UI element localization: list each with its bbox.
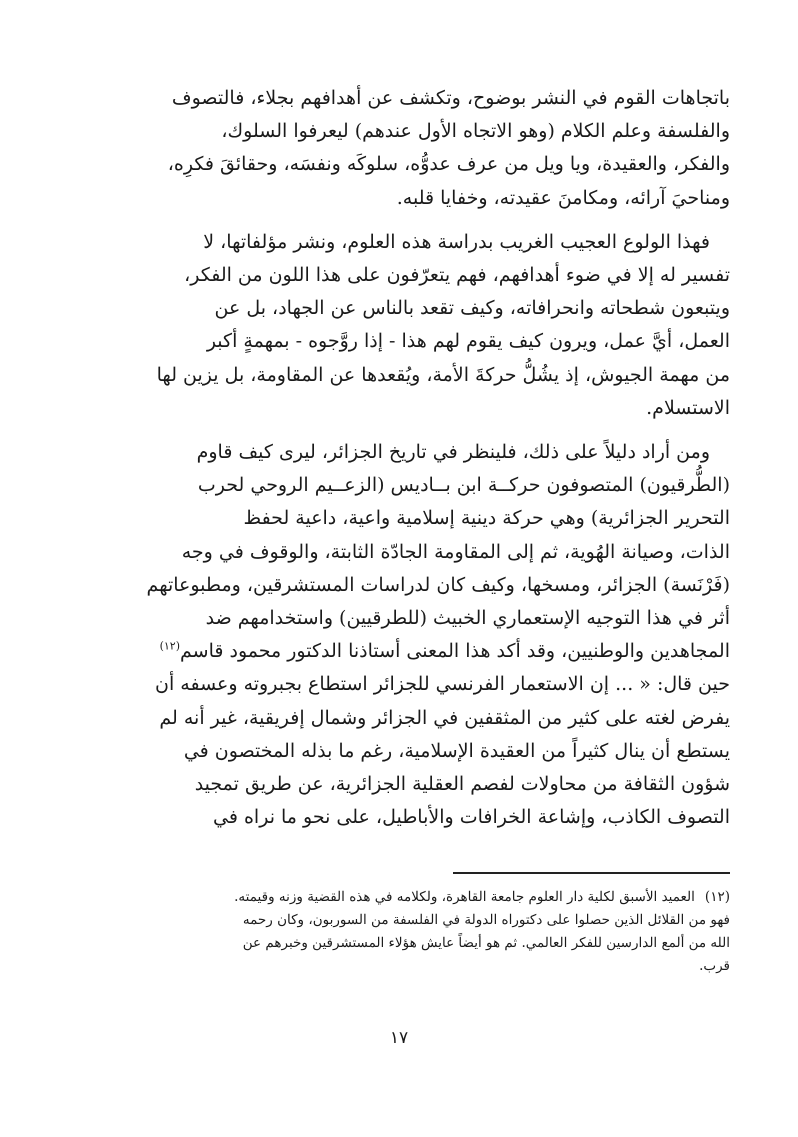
footnote-number: (١٢) [704,889,730,905]
footnote-12 [68,886,730,978]
text-line: (فَرْنَسة) الجزائر، ومسخها، وكيف كان لدراسات المستشرقين، ومطبوعاتهم [146,573,730,596]
text-line: ومناحيَ آرائه، ومكامنَ عقيدته، وخفايا قلبه. [396,186,730,209]
text-line: الاستسلام. [646,396,730,419]
text-line: فهذا الولوع العجيب الغريب بدراسة هذه العلوم، ونشر مؤلفاتها، لا [203,230,710,253]
text-line: ومن أراد دليلاً على ذلك، فلينظر في تاريخ الجزائر، ليرى كيف قاوم [196,441,710,464]
footnote-line: الله من ألمع الدارسين للفكر العالمي. ثم هو أيضاً عايش هؤلاء المستشرقين وخبرهم عن [242,935,730,951]
text-line: شؤون الثقافة من محاولات لفصم العقلية الجزائرية، عن طريق تمجيد [194,773,730,796]
footnote-reference: (١٢) [159,639,181,653]
text-line: المجاهدين والوطنيين، وقد أكد هذا المعنى أستاذنا الدكتور محمود قاسم [180,640,730,663]
paragraph-2 [68,226,730,425]
footnote-text: العميد الأسبق لكلية دار العلوم جامعة القاهرة، ولكلامه في هذه القضية وزنه وقيمته. [234,889,695,905]
text-line: تفسير له إلا في ضوء أهدافهم، فهم يتعرّفون على هذا اللون من الفكر، [184,264,730,287]
text-line: يستطع أن ينال كثيراً من العقيدة الإسلامية، رغم ما بذله المختصون في [183,739,730,762]
page-number: ١٧ [389,1028,409,1048]
footnote-line-first [68,886,730,909]
main-text [68,82,730,834]
text-line: (الطُّرقيون) المتصوفون حركــة ابن بــاديس (الزعــيم الروحي لحرب [197,474,730,497]
text-line-with-footnote-ref [68,635,730,668]
text-line: من مهمة الجيوش، إذ يشُلُّ حركةَ الأمة، ويُقعدها عن المقاومة، بل يزين لها [156,363,730,386]
footnote-line: قرب. [699,958,730,974]
text-line: التحرير الجزائرية) وهي حركة دينية إسلامية واعية، داعية لحفظ [243,507,730,530]
paragraph-3 [68,436,730,834]
footnote-line: فهو من القلائل الذين حصلوا على دكتوراه الدولة في الفلسفة من السوربون، وكان رحمه [242,912,730,928]
text-line: حين قال: « ... إن الاستعمار الفرنسي للجزائر استطاع بجبروته وعسفه أن [155,673,730,696]
text-line: أثر في هذا التوجيه الإستعماري الخبيث (للطرقيين) واستخدامهم ضد [205,607,730,630]
paragraph-1 [68,82,730,215]
text-line: العمل، أيَّ عمل، ويرون كيف يقوم لهم هذا - إذا روَّجوه - بمهمةٍ أكبر [206,330,730,353]
text-line: والفلسفة وعلم الكلام (وهو الاتجاه الأول عندهم) ليعرفوا السلوك، [221,120,730,143]
text-line: ويتبعون شطحاته وانحرافاته، وكيف تقعد بالناس عن الجهاد، بل عن [214,297,730,320]
footnote-divider [453,872,730,874]
text-line: باتجاهات القوم في النشر بوضوح، وتكشف عن أهدافهم بجلاء، فالتصوف [171,87,730,109]
text-line: يفرض لغته على كثير من المثقفين في الجزائر وشمال إفريقية، غير أنه لم [159,706,730,729]
text-line: الذات، وصيانة الهُوية، ثم إلى المقاومة الجادّة الثابتة، والوقوف في وجه [181,540,730,563]
text-line: التصوف الكاذب، وإشاعة الخرافات والأباطيل، على نحو ما نراه في [213,806,730,829]
footnotes [68,886,730,978]
text-line: والفكر، والعقيدة، ويا ويل من عرف عدوُّه، سلوكَه ونفسَه، وحقائقَ فكرِه، [167,153,730,176]
